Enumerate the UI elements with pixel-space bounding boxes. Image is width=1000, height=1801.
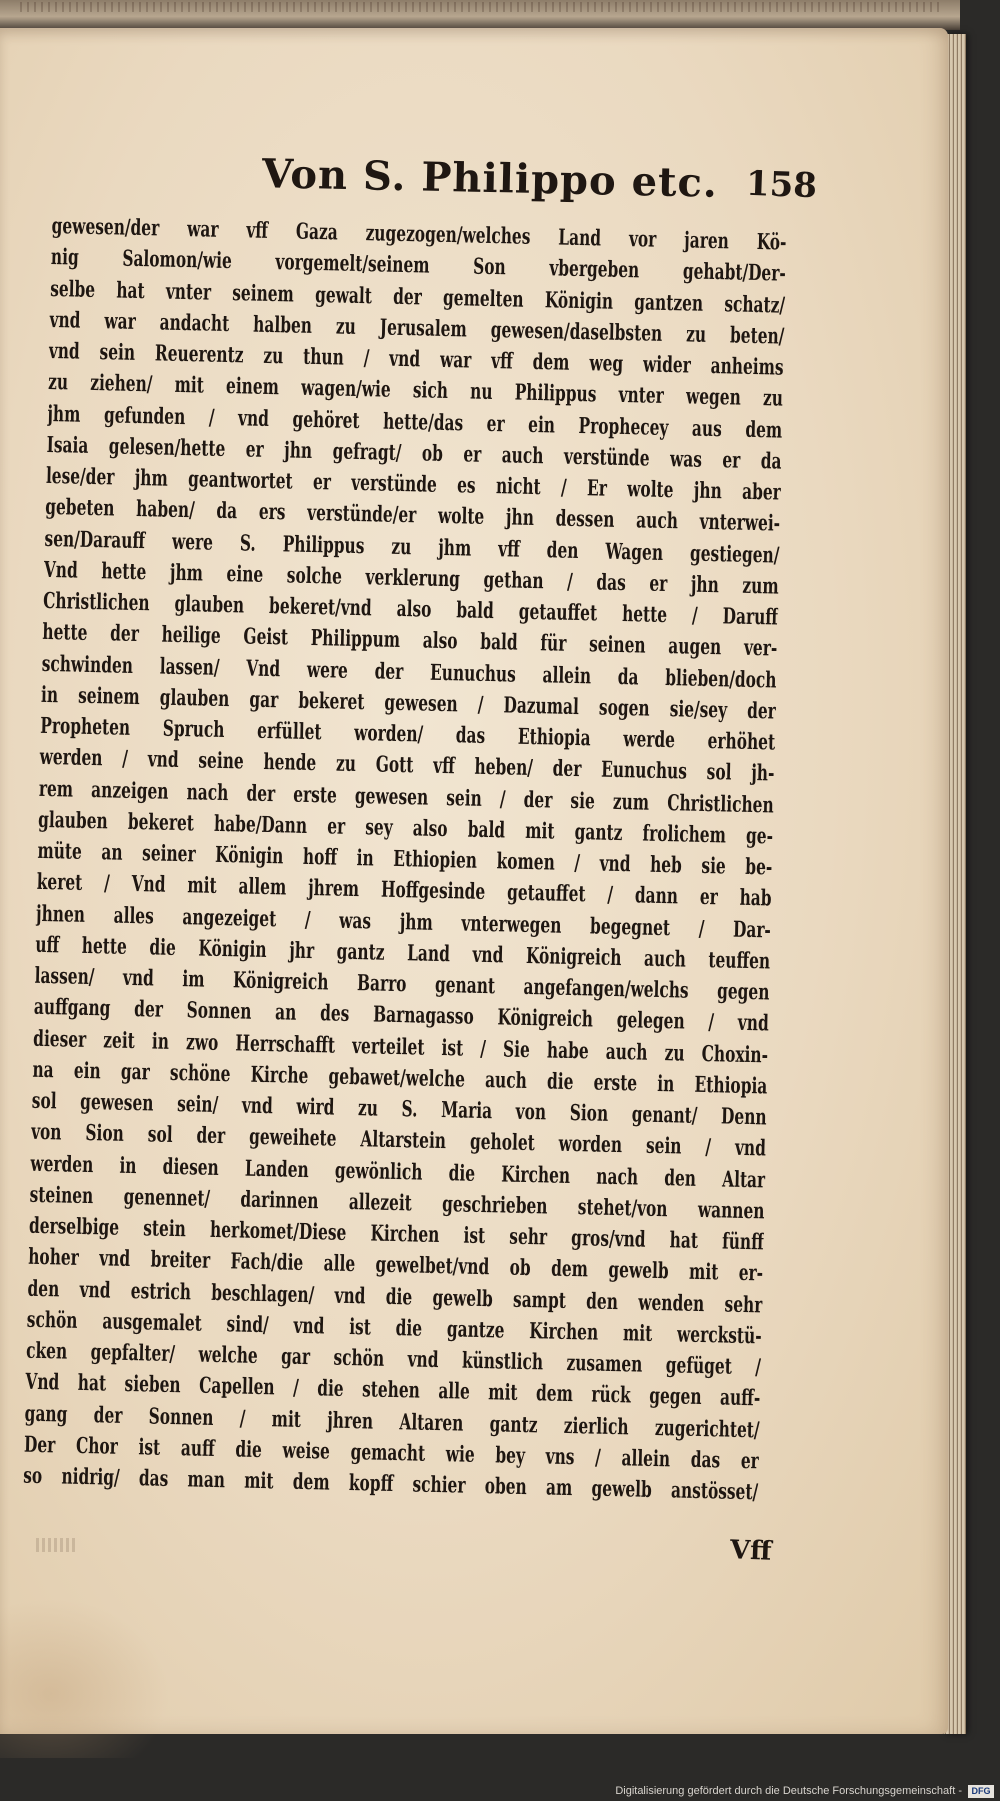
text-line: von Sion sol der geweihete Altarstein geholet worden sein / vnd (30, 1119, 767, 1162)
text-line: lassen/ vnd im Königreich Barro genant angefangen/welchs gegen (34, 962, 770, 1006)
dfg-logo: DFG (968, 1785, 994, 1798)
text-line: steinen genennet/ darinnen allezeit geschrieben stehet/von wannen (29, 1181, 765, 1225)
text-line: so nidrig/ das man mit dem kopff schier oben am gewelb anstösset/ (23, 1462, 759, 1506)
text-line: gewesen/der war vff Gaza zugezogen/welches Land vor jaren Kö- (51, 212, 787, 256)
text-line: nig Salomon/wie vorgemelt/seinem Son vbergeben gehabt/Der- (50, 244, 787, 287)
text-line: den vnd estrich beschlagen/ vnd die gewelb sampt den wenden sehr (27, 1275, 763, 1318)
paper-stain (0, 1598, 170, 1758)
text-line: Der Chor ist auff die weise gemacht wie bey vns / allein das er (23, 1431, 760, 1475)
ink-show-through (36, 1538, 76, 1552)
text-line: uff hette die Königin jhr gantz Land vnd Königreich auch teuffen (35, 931, 771, 975)
text-line: keret / Vnd mit allem jhrem Hoffgesinde getauffet / dann er hab (36, 869, 772, 912)
text-line: schwinden lassen/ Vnd were der Eunuchus allein da blieben/doch (41, 650, 777, 694)
book-top-edge (0, 0, 960, 30)
text-line: jhm gefunden / vnd gehöret hette/das er ein Prophecey aus dem (47, 400, 783, 444)
text-line: Vnd hette jhm eine solche verklerung gethan / das er jhn zum (43, 556, 779, 600)
text-line: Christlichen glauben bekeret/vnd also bald getauffet hette / Daruff (42, 587, 779, 631)
digitization-footer (0, 1782, 1000, 1801)
catchword: Vff (729, 1535, 773, 1567)
text-line: rem anzeigen nach der erste gewesen sein / der sie zum Christlichen (38, 775, 775, 819)
text-line: jhnen alles angezeiget / was jhm vnterwegen begegnet / Dar- (35, 900, 772, 943)
page-header (0, 133, 948, 207)
text-line: Propheten Spruch erfüllet worden/ das Ethiopia werde erhöhet (40, 712, 776, 756)
text-line: gang der Sonnen / mit jhren Altaren gantz zierlich zugerichtet/ (24, 1400, 760, 1443)
text-line: cken gepfalter/ welche gar schön vnd künstlich zusamen gefüget / (25, 1337, 762, 1381)
text-line: schön ausgemalet sind/ vnd ist die gantze Kirchen mit werckstü- (26, 1306, 762, 1350)
text-line: derselbige stein herkomet/Diese Kirchen ist sehr gros/vnd hat fünff (28, 1212, 765, 1256)
text-line: dieser zeit in zwo Herrschafft verteilet ist / Sie habe auch zu Choxin- (32, 1025, 769, 1068)
text-line: in seinem glauben gar bekeret gewesen / Dazumal sogen sie/sey der (40, 681, 777, 725)
text-line: werden / vnd seine hende zu Gott vff heben/ der Eunuchus sol jh- (39, 744, 775, 787)
text-line: werden in diesen Landen gewönlich die Kirchen nach den Altar (30, 1150, 766, 1193)
text-line: glauben bekeret habe/Dann er sey also bald mit gantz frolichem ge- (37, 806, 774, 850)
text-line: vnd war andacht halben zu Jerusalem gewesen/daselbsten zu beten/ (49, 306, 785, 350)
text-line: müte an seiner Königin hoff in Ethiopien komen / vnd heb sie be- (37, 837, 773, 881)
text-line: lese/der jhm geantwortet er verstünde es nicht / Er wolte jhn aber (45, 462, 782, 506)
text-line: auffgang der Sonnen an des Barnagasso Königreich gelegen / vnd (33, 994, 770, 1037)
text-line: zu ziehen/ mit einem wagen/wie sich nu Philippus vnter wegen zu (47, 369, 784, 412)
text-line: sol gewesen sein/ vnd wird zu S. Maria von Sion genant/ Denn (31, 1087, 767, 1131)
book-page (0, 28, 948, 1734)
text-line: gebeten haben/ da ers verstünde/er wolte jhn dessen auch vnterwei- (44, 494, 781, 537)
text-line: sen/Darauff were S. Philippus zu jhm vff den Wagen gestiegen/ (44, 525, 780, 569)
running-title: Von S. Philippo etc. (261, 150, 719, 207)
text-line: vnd sein Reuerentz zu thun / vnd war vff dem weg wider anheims (48, 337, 784, 381)
text-line: hoher vnd breiter Fach/die alle gewelbet/vnd ob dem gewelb mit er- (27, 1243, 764, 1287)
footer-credit: Digitalisierung gefördert durch die Deutsche Forschungsgemeinschaft - (615, 1785, 962, 1797)
body-text (23, 211, 787, 1509)
text-line: Isaia gelesen/hette er jhn gefragt/ ob er auch verstünde was er da (46, 431, 782, 475)
previous-page-show-through (20, 2, 940, 12)
text-line: Vnd hat sieben Capellen / die stehen alle mit dem rück gegen auff- (25, 1368, 761, 1412)
text-line: selbe hat vnter seinem gewalt der gemelten Königin gantzen schatz/ (49, 275, 786, 319)
page-number: 158 (745, 163, 818, 207)
text-line: na ein gar schöne Kirche gebawet/welche auch die erste in Ethiopia (32, 1056, 768, 1100)
text-line: hette der heilige Geist Philippum also bald für seinen augen ver- (42, 619, 778, 662)
